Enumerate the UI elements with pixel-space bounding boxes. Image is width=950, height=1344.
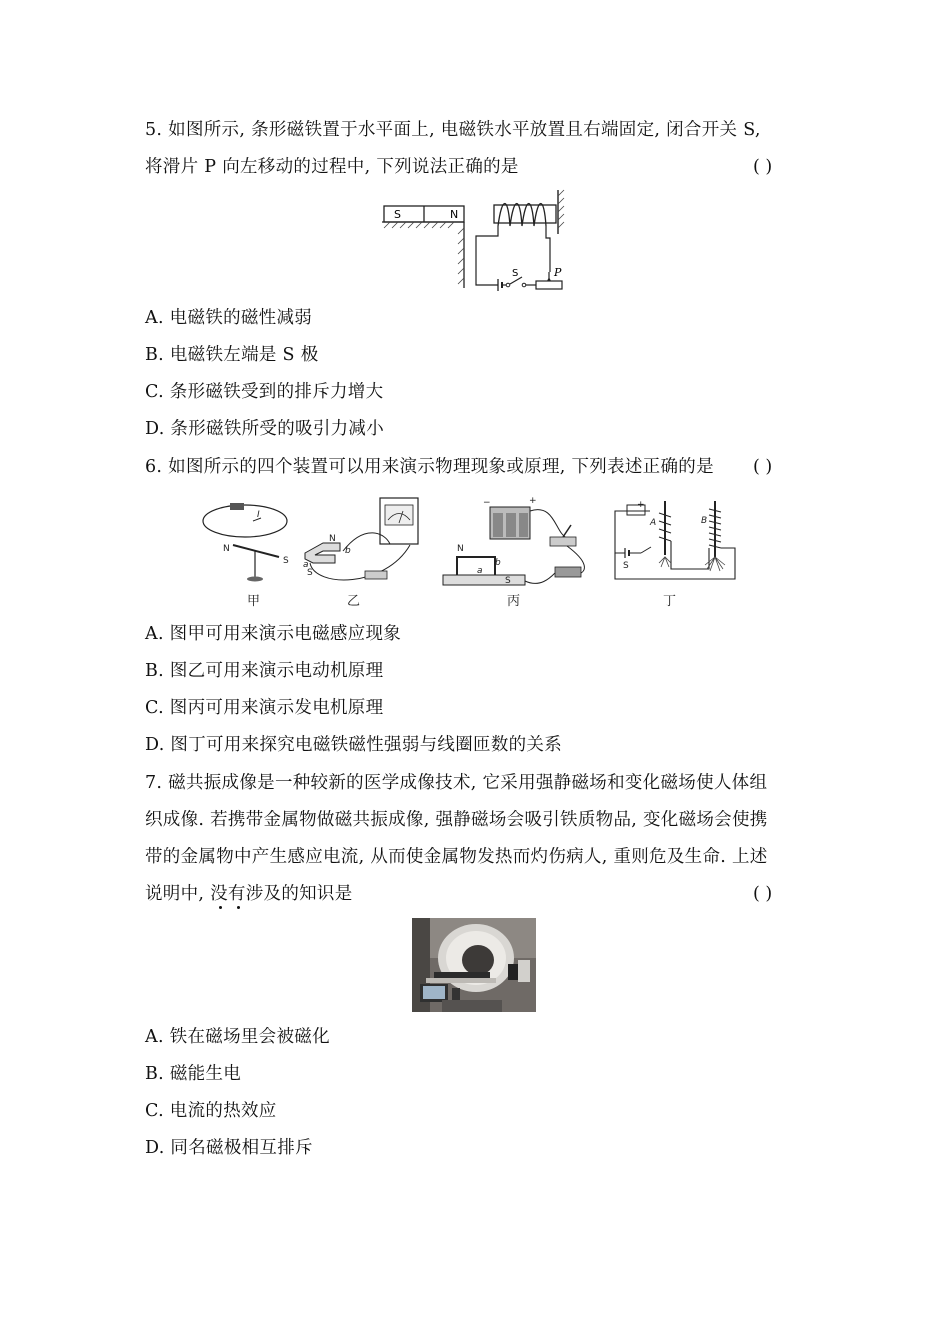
mri-machine-photo [412, 918, 536, 1012]
electromagnet [494, 205, 556, 223]
q5-option-d[interactable]: D. 条形磁铁所受的吸引力减小 [145, 419, 385, 439]
svg-text:b: b [495, 558, 501, 568]
svg-text:B: B [701, 516, 708, 526]
rheostat [536, 281, 562, 289]
q7-stem-line-4: 说明中, 没有涉及的知识是 [145, 884, 353, 904]
svg-text:A: A [650, 518, 657, 528]
q5-stem-line-1: 5. 如图所示, 条形磁铁置于水平面上, 电磁铁水平放置且右端固定, 闭合开关 S, [145, 120, 761, 140]
q7-option-c[interactable]: C. 电流的热效应 [145, 1101, 277, 1121]
magnet-s-pole: S [394, 208, 401, 221]
q7-stem-line-2: 织成像. 若携带金属物做磁共振成像, 强静磁场会吸引铁质物品, 变化磁场会使携 [145, 810, 768, 830]
q7-option-b[interactable]: B. 磁能生电 [145, 1064, 242, 1084]
q7-stem-line-3: 带的金属物中产生感应电流, 从而使金属物发热而灼伤病人, 重则危及生命. 上述 [145, 847, 768, 867]
q6-option-c[interactable]: C. 图丙可用来演示发电机原理 [145, 698, 384, 718]
svg-text:S: S [307, 568, 313, 578]
slider-label: P [554, 266, 562, 279]
figure-bing [443, 496, 584, 586]
q5-stem-line-2: 将滑片 P 向左移动的过程中, 下列说法正确的是 [145, 157, 519, 177]
q7-option-a[interactable]: A. 铁在磁场里会被磁化 [145, 1027, 330, 1047]
q7-stem-line-1: 7. 磁共振成像是一种较新的医学成像技术, 它采用强静磁场和变化磁场使人体组 [145, 773, 768, 793]
emphasis-dot [237, 906, 240, 909]
svg-text:S: S [505, 576, 511, 586]
switch-label: S [512, 268, 519, 279]
svg-text:I: I [257, 510, 260, 520]
q5-option-b[interactable]: B. 电磁铁左端是 S 极 [145, 345, 319, 365]
q6-option-a[interactable]: A. 图甲可用来演示电磁感应现象 [145, 624, 402, 644]
svg-text:−: − [483, 498, 491, 508]
q5-option-a[interactable]: A. 电磁铁的磁性减弱 [145, 308, 313, 328]
svg-text:+: + [529, 496, 537, 506]
svg-text:N: N [457, 544, 464, 554]
figure-jia [203, 503, 289, 582]
q6-four-devices-figure [195, 493, 745, 613]
q5-answer-bracket[interactable]: ( ) [753, 157, 773, 177]
magnet-n-pole: N [450, 208, 459, 221]
caption-bing: 丙 [507, 594, 521, 609]
q6-stem-line-1: 6. 如图所示的四个装置可以用来演示物理现象或原理, 下列表述正确的是 [145, 457, 714, 477]
q7-answer-bracket[interactable]: ( ) [753, 884, 773, 904]
svg-text:a: a [477, 566, 483, 576]
emphasis-dot [219, 906, 222, 909]
svg-text:b: b [345, 546, 351, 556]
figure-yi [303, 498, 418, 580]
q6-option-d[interactable]: D. 图丁可用来探究电磁铁磁性强弱与线圈匝数的关系 [145, 735, 563, 755]
caption-jia: 甲 [247, 594, 261, 609]
caption-ding: 丁 [663, 594, 677, 609]
q7-option-d[interactable]: D. 同名磁极相互排斥 [145, 1138, 313, 1158]
svg-text:a: a [303, 560, 309, 570]
q6-answer-bracket[interactable]: ( ) [753, 457, 773, 477]
battery [230, 503, 244, 510]
q5-option-c[interactable]: C. 条形磁铁受到的排斥力增大 [145, 382, 384, 402]
svg-text:S: S [283, 556, 289, 566]
q5-circuit-figure [380, 188, 580, 293]
svg-text:S: S [623, 561, 629, 571]
svg-text:+: + [637, 500, 645, 510]
svg-text:N: N [223, 544, 230, 554]
caption-yi: 乙 [347, 594, 361, 609]
figure-ding [615, 500, 735, 579]
q6-option-b[interactable]: B. 图乙可用来演示电动机原理 [145, 661, 384, 681]
svg-text:N: N [329, 534, 336, 544]
